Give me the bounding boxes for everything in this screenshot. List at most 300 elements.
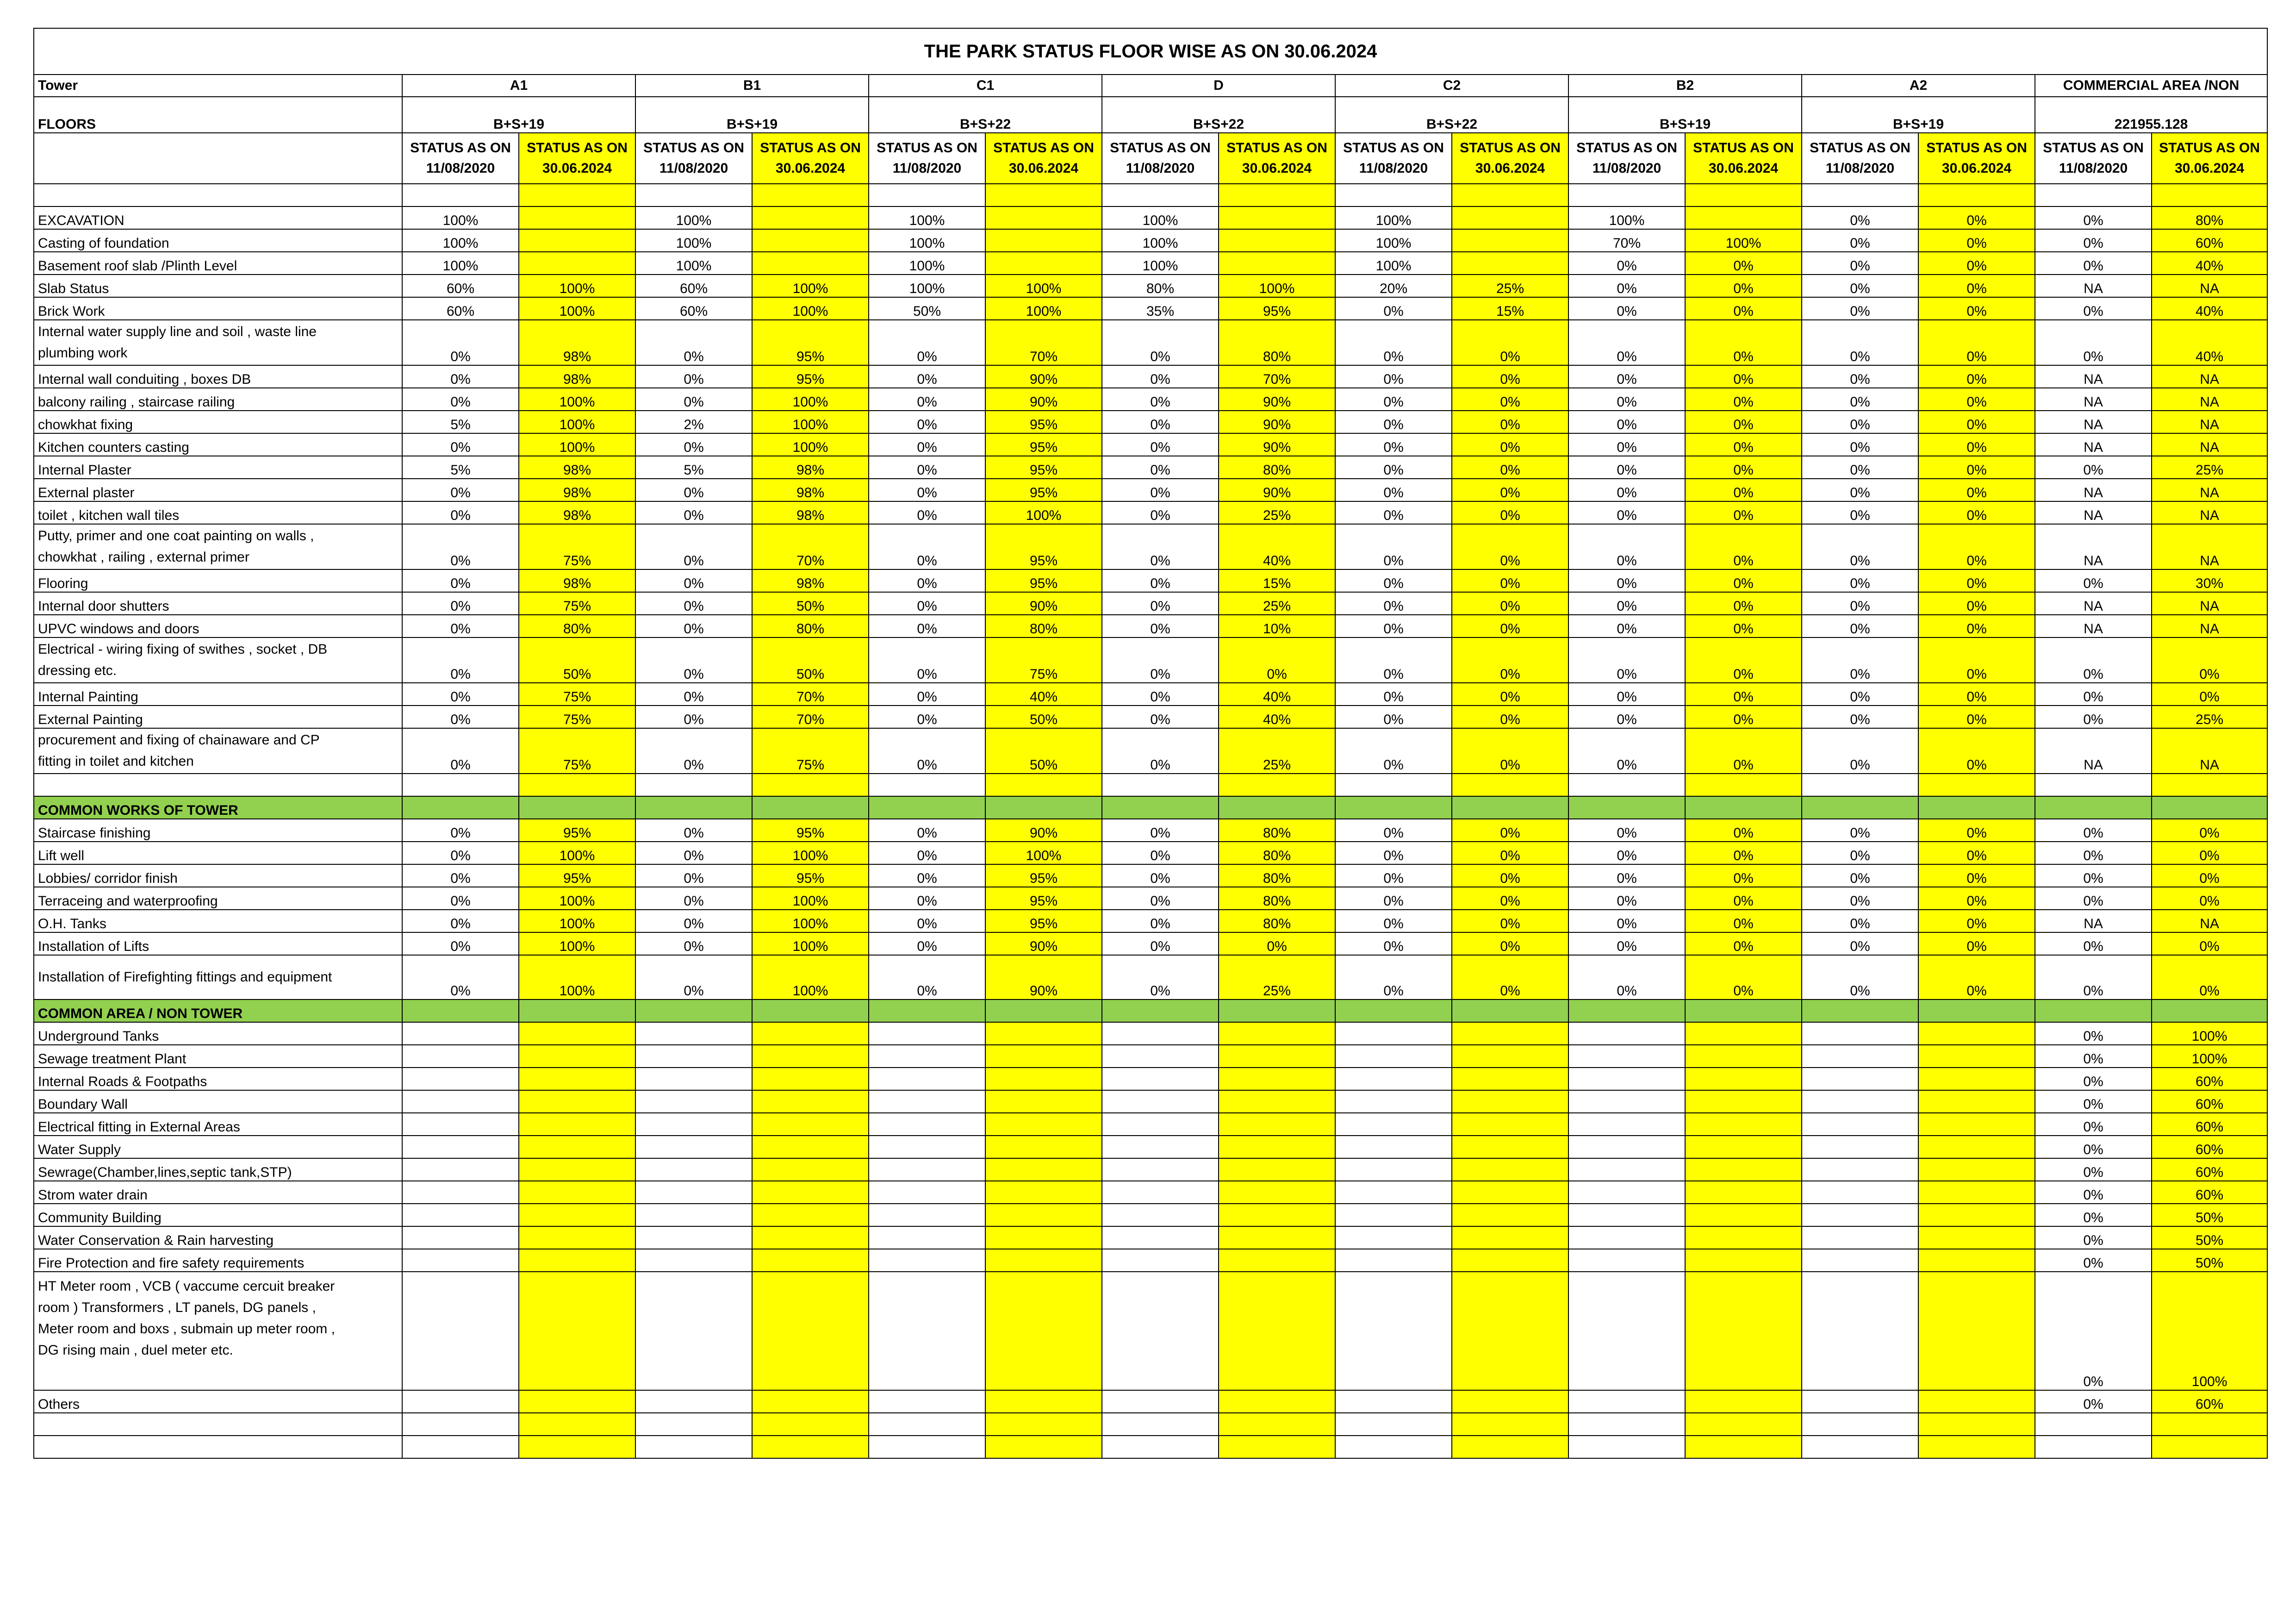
status-new-cell: NA xyxy=(2152,592,2267,615)
status-new-cell: 40% xyxy=(2152,252,2267,275)
status-new-cell: 0% xyxy=(1918,569,2035,592)
status-new-cell: 0% xyxy=(1452,524,1568,569)
status-old-cell: NA xyxy=(2035,365,2152,388)
status-old-cell: 0% xyxy=(2035,1226,2152,1249)
row-label-line: Electrical - wiring fixing of swithes , socket , DB xyxy=(38,642,328,657)
status-new-cell: 0% xyxy=(1685,910,1802,932)
status-new-cell: 95% xyxy=(519,864,635,887)
section-heading: COMMON AREA / NON TOWER xyxy=(34,999,402,1022)
section-cell xyxy=(1335,999,1452,1022)
row-label-line: Internal Painting xyxy=(38,689,138,705)
status-new-cell: 98% xyxy=(519,479,635,501)
status-old-cell: 0% xyxy=(402,365,519,388)
status-old-cell: 0% xyxy=(1335,728,1452,774)
status-new-cell: 0% xyxy=(1685,615,1802,637)
status-new-cell: 0% xyxy=(1219,637,1335,683)
status-old-cell: 0% xyxy=(869,683,985,706)
section-cell xyxy=(1802,796,1918,819)
status-old-line2: 11/08/2020 xyxy=(659,161,728,176)
status-new-cell xyxy=(752,1181,869,1204)
spacer-row xyxy=(34,1436,2267,1458)
status-new-cell xyxy=(1452,1113,1568,1136)
status-old-cell xyxy=(1102,1022,1219,1045)
status-new-cell: 0% xyxy=(1918,275,2035,297)
status-old-cell: 0% xyxy=(2035,683,2152,706)
status-new-cell: 0% xyxy=(1452,433,1568,456)
table-row xyxy=(34,433,2267,456)
status-old-cell: NA xyxy=(2035,411,2152,433)
status-old-cell: 0% xyxy=(1102,501,1219,524)
status-old-cell xyxy=(869,1204,985,1226)
status-old-cell: 0% xyxy=(1802,433,1918,456)
status-old-cell: 0% xyxy=(869,842,985,864)
status-old-cell: 0% xyxy=(635,637,752,683)
status-new-cell xyxy=(1685,1068,1802,1090)
status-old-cell: 0% xyxy=(635,433,752,456)
status-new-cell: 0% xyxy=(1918,683,2035,706)
status-new-cell xyxy=(1452,1226,1568,1249)
status-new-cell xyxy=(1452,1181,1568,1204)
table-row xyxy=(34,1249,2267,1272)
section-heading-row xyxy=(34,999,2267,1022)
status-old-cell: 0% xyxy=(869,615,985,637)
status-new-cell: 100% xyxy=(752,887,869,910)
status-new-cell xyxy=(1452,1090,1568,1113)
status-old-cell xyxy=(1335,1068,1452,1090)
status-old-cell: 0% xyxy=(1802,524,1918,569)
row-label-line: Boundary Wall xyxy=(38,1097,128,1112)
status-old-cell: 0% xyxy=(2035,229,2152,252)
status-new-cell: 60% xyxy=(2152,1113,2267,1136)
row-label-line: Lobbies/ corridor finish xyxy=(38,871,178,886)
status-new-header xyxy=(1685,133,1802,184)
row-label-line: Sewrage(Chamber,lines,septic tank,STP) xyxy=(38,1165,292,1180)
status-new-cell: 0% xyxy=(2152,864,2267,887)
status-new-cell: 60% xyxy=(2152,1181,2267,1204)
table-row xyxy=(34,1272,2267,1390)
status-old-cell: 0% xyxy=(1568,411,1685,433)
floors-label: FLOORS xyxy=(34,97,402,133)
status-old-cell: 0% xyxy=(1335,320,1452,365)
status-new-cell: 70% xyxy=(752,683,869,706)
table-row xyxy=(34,1090,2267,1113)
status-new-cell: NA xyxy=(2152,524,2267,569)
section-cell xyxy=(2152,796,2267,819)
status-new-cell: 100% xyxy=(519,910,635,932)
status-new-cell xyxy=(752,1090,869,1113)
row-label-line: balcony railing , staircase railing xyxy=(38,394,235,410)
status-new-cell xyxy=(519,1204,635,1226)
status-new-cell: 95% xyxy=(985,864,1102,887)
status-new-cell: 0% xyxy=(1452,706,1568,728)
status-old-cell: 0% xyxy=(2035,1045,2152,1068)
status-old-cell: 0% xyxy=(1568,388,1685,411)
status-old-cell: 0% xyxy=(1802,910,1918,932)
section-cell xyxy=(985,796,1102,819)
spacer-cell xyxy=(635,1436,752,1458)
section-cell xyxy=(752,999,869,1022)
status-old-cell xyxy=(1335,1045,1452,1068)
status-old-cell: 0% xyxy=(2035,320,2152,365)
status-new-line2: 30.06.2024 xyxy=(775,161,846,176)
status-old-cell: 0% xyxy=(1335,411,1452,433)
status-new-cell xyxy=(985,1022,1102,1045)
status-old-cell: 0% xyxy=(1335,864,1452,887)
status-new-cell xyxy=(985,1136,1102,1158)
spacer-cell xyxy=(402,1436,519,1458)
status-old-cell xyxy=(1102,1249,1219,1272)
status-new-cell xyxy=(519,1226,635,1249)
status-new-cell: 80% xyxy=(519,615,635,637)
table-row xyxy=(34,275,2267,297)
status-old-cell: 0% xyxy=(869,592,985,615)
spacer-cell xyxy=(869,1413,985,1436)
row-label-line: Underground Tanks xyxy=(38,1029,159,1044)
row-label-line: Staircase finishing xyxy=(38,825,151,841)
status-old-cell: 0% xyxy=(635,910,752,932)
spacer-cell xyxy=(635,774,752,796)
status-old-cell: 0% xyxy=(1802,229,1918,252)
status-old-cell xyxy=(869,1136,985,1158)
status-old-cell: 0% xyxy=(869,388,985,411)
status-new-cell xyxy=(1685,1181,1802,1204)
spacer-cell xyxy=(34,1436,402,1458)
status-new-cell: 95% xyxy=(985,569,1102,592)
status-old-cell xyxy=(1335,1272,1452,1390)
status-old-cell xyxy=(1802,1390,1918,1413)
status-table xyxy=(33,28,2268,1459)
status-old-cell: 0% xyxy=(402,569,519,592)
tower-floors: B+S+22 xyxy=(1102,97,1335,133)
status-new-cell xyxy=(1219,1022,1335,1045)
status-new-cell: 60% xyxy=(2152,1136,2267,1158)
status-old-cell: 0% xyxy=(402,864,519,887)
status-new-cell: 75% xyxy=(519,728,635,774)
status-new-cell: 90% xyxy=(1219,479,1335,501)
status-old-cell: NA xyxy=(2035,524,2152,569)
status-old-cell: 100% xyxy=(869,275,985,297)
status-new-cell: 0% xyxy=(1685,411,1802,433)
status-new-cell: 100% xyxy=(2152,1022,2267,1045)
status-old-cell xyxy=(1802,1136,1918,1158)
status-old-cell: 0% xyxy=(635,842,752,864)
status-new-cell: 70% xyxy=(1219,365,1335,388)
status-new-cell: 60% xyxy=(2152,229,2267,252)
status-new-cell xyxy=(1685,1022,1802,1045)
row-label xyxy=(34,842,402,864)
row-label-line: Internal water supply line and soil , waste line xyxy=(38,324,317,339)
status-new-cell xyxy=(519,1158,635,1181)
status-new-header xyxy=(1452,133,1568,184)
status-old-line2: 11/08/2020 xyxy=(1825,161,1895,176)
status-new-cell: 80% xyxy=(1219,887,1335,910)
row-label xyxy=(34,433,402,456)
status-old-cell: 0% xyxy=(1102,887,1219,910)
status-new-cell: 95% xyxy=(752,365,869,388)
status-old-cell xyxy=(1102,1113,1219,1136)
table-row xyxy=(34,365,2267,388)
section-cell xyxy=(752,796,869,819)
row-label xyxy=(34,955,402,999)
spacer-cell xyxy=(2152,1436,2267,1458)
status-old-cell xyxy=(635,1045,752,1068)
status-old-cell: 0% xyxy=(1335,932,1452,955)
status-old-header xyxy=(869,133,985,184)
status-old-cell: 0% xyxy=(635,479,752,501)
status-old-cell xyxy=(1335,1226,1452,1249)
status-old-cell: 0% xyxy=(2035,842,2152,864)
row-label-line: toilet , kitchen wall tiles xyxy=(38,508,180,523)
status-old-cell: 0% xyxy=(869,479,985,501)
row-label xyxy=(34,1204,402,1226)
status-old-cell xyxy=(1568,1068,1685,1090)
status-old-cell: 0% xyxy=(402,615,519,637)
status-new-cell: 60% xyxy=(2152,1068,2267,1090)
status-new-cell: 80% xyxy=(1219,864,1335,887)
row-label-line: Sewage treatment Plant xyxy=(38,1051,187,1067)
status-old-header xyxy=(2035,133,2152,184)
row-label-line: External plaster xyxy=(38,485,135,500)
status-old-cell: 0% xyxy=(1102,683,1219,706)
status-old-cell xyxy=(635,1272,752,1390)
status-old-cell: 100% xyxy=(1335,229,1452,252)
status-new-line2: 30.06.2024 xyxy=(1008,161,1079,176)
status-old-cell: 80% xyxy=(1102,275,1219,297)
status-new-cell xyxy=(519,1113,635,1136)
status-old-cell: 0% xyxy=(1102,842,1219,864)
status-old-cell: 0% xyxy=(2035,706,2152,728)
status-old-cell: 0% xyxy=(869,706,985,728)
status-new-cell: 98% xyxy=(752,569,869,592)
status-new-cell: 0% xyxy=(1685,728,1802,774)
status-new-cell xyxy=(985,229,1102,252)
status-new-cell: 0% xyxy=(1918,433,2035,456)
status-new-cell xyxy=(1452,229,1568,252)
status-new-cell xyxy=(1219,252,1335,275)
status-old-cell xyxy=(635,1249,752,1272)
status-new-cell: 0% xyxy=(1918,479,2035,501)
status-new-cell: 95% xyxy=(985,479,1102,501)
status-old-cell: 0% xyxy=(1102,615,1219,637)
spacer-cell xyxy=(1802,1413,1918,1436)
status-old-cell: 0% xyxy=(1568,910,1685,932)
status-old-cell: 0% xyxy=(1335,365,1452,388)
status-old-cell: 0% xyxy=(1102,433,1219,456)
status-new-cell: 70% xyxy=(985,320,1102,365)
status-new-cell: 100% xyxy=(752,433,869,456)
status-new-cell: 50% xyxy=(752,592,869,615)
status-old-cell xyxy=(1102,1090,1219,1113)
status-old-cell: 0% xyxy=(1568,683,1685,706)
row-label xyxy=(34,615,402,637)
status-old-cell xyxy=(1102,1226,1219,1249)
status-old-line2: 11/08/2020 xyxy=(1126,161,1195,176)
status-new-cell: 0% xyxy=(1918,955,2035,999)
status-old-cell: 0% xyxy=(2035,206,2152,229)
status-new-cell: 10% xyxy=(1219,615,1335,637)
status-old-cell: 0% xyxy=(1102,388,1219,411)
status-old-cell: 0% xyxy=(1335,706,1452,728)
status-new-cell: 100% xyxy=(519,887,635,910)
spacer-cell xyxy=(2035,1436,2152,1458)
spacer-row xyxy=(34,774,2267,796)
status-new-cell: 100% xyxy=(519,932,635,955)
status-new-cell: NA xyxy=(2152,615,2267,637)
status-new-cell xyxy=(1452,1136,1568,1158)
status-new-cell: 0% xyxy=(1918,206,2035,229)
status-new-cell: 25% xyxy=(2152,706,2267,728)
row-label-line: Fire Protection and fire safety requirements xyxy=(38,1255,305,1271)
section-cell xyxy=(1685,999,1802,1022)
status-new-cell: 0% xyxy=(1452,365,1568,388)
row-label-line: Internal wall conduiting , boxes DB xyxy=(38,372,251,387)
status-old-cell xyxy=(402,1181,519,1204)
status-old-cell: 0% xyxy=(402,524,519,569)
status-old-cell: 60% xyxy=(402,275,519,297)
status-old-cell xyxy=(1335,1022,1452,1045)
spacer-cell xyxy=(519,1436,635,1458)
status-new-cell: 75% xyxy=(519,706,635,728)
status-old-cell xyxy=(1802,1249,1918,1272)
status-new-cell: 100% xyxy=(752,275,869,297)
status-new-cell: 50% xyxy=(985,728,1102,774)
status-new-cell xyxy=(1219,1226,1335,1249)
status-new-cell: 0% xyxy=(1918,910,2035,932)
status-new-cell: 0% xyxy=(1685,569,1802,592)
status-new-cell: 75% xyxy=(519,524,635,569)
row-label xyxy=(34,819,402,842)
status-old-cell xyxy=(1802,1272,1918,1390)
status-new-cell: 100% xyxy=(519,388,635,411)
status-new-cell xyxy=(1918,1022,2035,1045)
table-row xyxy=(34,479,2267,501)
spacer-cell xyxy=(402,774,519,796)
status-new-cell xyxy=(985,252,1102,275)
status-new-cell: 0% xyxy=(1918,728,2035,774)
status-old-cell: 0% xyxy=(1335,683,1452,706)
status-old-cell: 0% xyxy=(869,637,985,683)
status-new-cell: 0% xyxy=(1685,932,1802,955)
status-new-cell xyxy=(985,1272,1102,1390)
status-old-cell: 0% xyxy=(869,819,985,842)
status-new-cell: 95% xyxy=(985,910,1102,932)
status-new-line1: STATUS AS ON xyxy=(1226,140,1327,156)
status-sheet xyxy=(33,28,2263,1459)
status-new-header xyxy=(1219,133,1335,184)
status-new-cell xyxy=(1452,1272,1568,1390)
status-old-cell xyxy=(869,1090,985,1113)
status-old-cell: 0% xyxy=(635,365,752,388)
spacer-cell xyxy=(1335,1413,1452,1436)
status-new-cell: 98% xyxy=(519,320,635,365)
row-label-line: Others xyxy=(38,1397,80,1412)
status-old-cell: 0% xyxy=(1802,456,1918,479)
status-old-cell: NA xyxy=(2035,592,2152,615)
section-cell xyxy=(1802,999,1918,1022)
status-old-cell: 100% xyxy=(635,206,752,229)
status-new-cell: 0% xyxy=(1918,320,2035,365)
status-new-cell: 75% xyxy=(519,592,635,615)
status-old-cell: 0% xyxy=(402,479,519,501)
status-new-cell: 0% xyxy=(1685,501,1802,524)
table-row xyxy=(34,864,2267,887)
row-label-line: fitting in toilet and kitchen xyxy=(38,754,194,769)
status-new-cell xyxy=(752,1022,869,1045)
status-old-cell: 0% xyxy=(1568,433,1685,456)
status-new-cell: 0% xyxy=(1452,728,1568,774)
tower-name: COMMERCIAL AREA /NON xyxy=(2035,75,2267,97)
status-old-cell: 0% xyxy=(635,728,752,774)
status-old-cell: 0% xyxy=(1568,955,1685,999)
status-new-cell: 100% xyxy=(752,842,869,864)
status-old-cell: 0% xyxy=(402,706,519,728)
row-label xyxy=(34,910,402,932)
spacer-cell xyxy=(1102,1413,1219,1436)
status-old-line2: 11/08/2020 xyxy=(1359,161,1428,176)
status-old-cell: 0% xyxy=(1802,864,1918,887)
row-label-line: EXCAVATION xyxy=(38,213,124,228)
row-label-line: room ) Transformers , LT panels, DG panels , xyxy=(38,1300,316,1315)
status-old-cell xyxy=(1568,1090,1685,1113)
status-new-cell xyxy=(1918,1272,2035,1390)
status-new-cell: 100% xyxy=(985,842,1102,864)
status-new-cell: 0% xyxy=(1685,592,1802,615)
row-label-line: Meter room and boxs , submain up meter room , xyxy=(38,1321,335,1337)
status-old-cell: 0% xyxy=(1102,932,1219,955)
status-new-cell: 0% xyxy=(1685,524,1802,569)
status-old-cell: 0% xyxy=(1568,842,1685,864)
table-row xyxy=(34,637,2267,683)
row-label-line: Water Conservation & Rain harvesting xyxy=(38,1233,274,1248)
spacer-cell xyxy=(34,1413,402,1436)
status-new-cell: 0% xyxy=(1452,501,1568,524)
status-new-cell: 0% xyxy=(1685,887,1802,910)
spacer-cell xyxy=(1568,774,1685,796)
row-label xyxy=(34,1022,402,1045)
status-old-cell xyxy=(635,1226,752,1249)
status-new-cell: 0% xyxy=(1918,592,2035,615)
table-row xyxy=(34,229,2267,252)
status-old-cell: 0% xyxy=(1802,706,1918,728)
section-cell xyxy=(402,999,519,1022)
status-old-cell: 0% xyxy=(1568,637,1685,683)
status-old-cell: 50% xyxy=(869,297,985,320)
spacer-cell xyxy=(635,1413,752,1436)
row-label xyxy=(34,1272,402,1390)
status-old-cell: 0% xyxy=(1102,456,1219,479)
status-new-cell: 0% xyxy=(1685,275,1802,297)
row-label-line: Community Building xyxy=(38,1210,162,1225)
spacer-cell xyxy=(1335,1436,1452,1458)
row-label xyxy=(34,637,402,683)
status-new-cell: 100% xyxy=(752,955,869,999)
section-cell xyxy=(1685,796,1802,819)
tower-label: Tower xyxy=(34,75,402,97)
status-new-cell: 0% xyxy=(1685,864,1802,887)
status-old-cell: 0% xyxy=(1335,819,1452,842)
status-old-cell: NA xyxy=(2035,910,2152,932)
status-old-cell: 0% xyxy=(1335,297,1452,320)
tower-floors: 221955.128 xyxy=(2035,97,2267,133)
status-old-cell xyxy=(1802,1204,1918,1226)
status-old-cell xyxy=(1335,1090,1452,1113)
spacer-cell xyxy=(1102,1436,1219,1458)
status-old-cell: 0% xyxy=(635,388,752,411)
table-row xyxy=(34,252,2267,275)
status-old-cell: 0% xyxy=(1335,637,1452,683)
table-row xyxy=(34,411,2267,433)
status-new-cell xyxy=(1918,1181,2035,1204)
